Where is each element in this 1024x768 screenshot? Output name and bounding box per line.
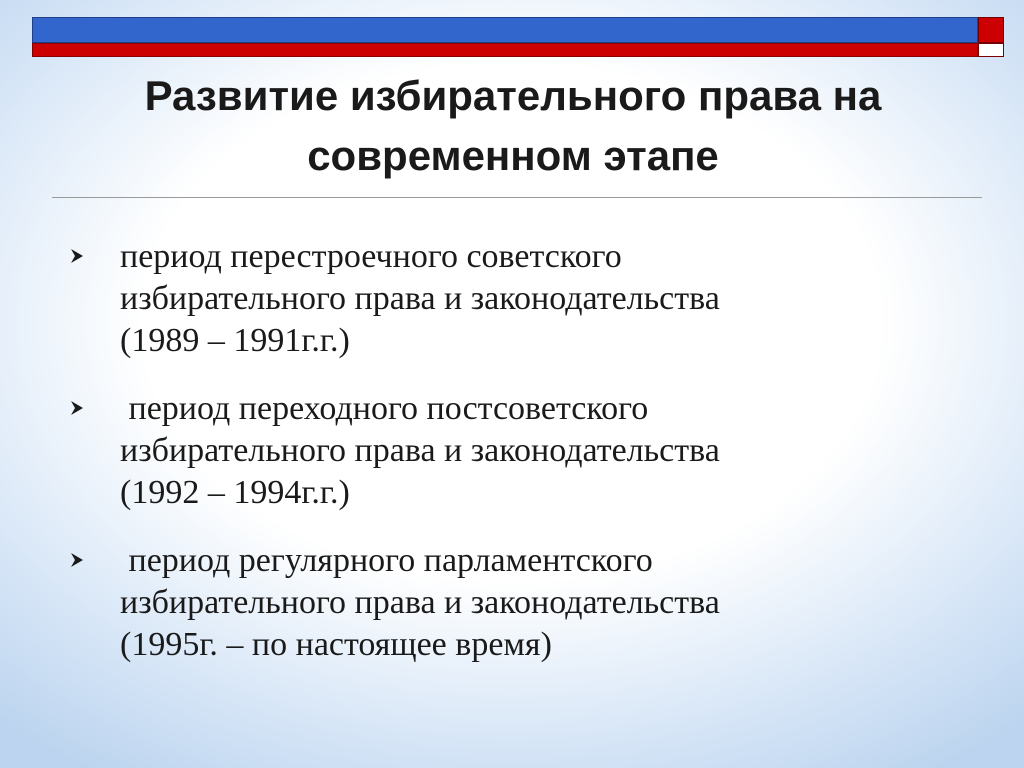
item-text-line: (1989 – 1991г.г.): [120, 322, 350, 359]
item-text-line: (1992 – 1994г.г.): [120, 474, 350, 511]
slide-title: [40, 66, 986, 186]
arrowhead-bullet-icon: [70, 400, 84, 416]
blue-stripe: [32, 17, 978, 43]
item-text-line: период перестроечного советского: [120, 238, 622, 275]
red-stripe: [32, 43, 978, 57]
arrowhead-bullet-icon: [70, 248, 84, 264]
corner-red-square: [978, 17, 1004, 43]
title-line: современном этапе: [307, 132, 719, 179]
bullet-list: [64, 236, 964, 692]
title-divider: [52, 197, 982, 198]
item-text-line: избирательного права и законодательства: [120, 280, 720, 317]
item-text-line: период переходного постсоветского: [120, 390, 649, 427]
corner-block: [978, 17, 1004, 57]
arrowhead-bullet-icon: [70, 552, 84, 568]
item-text-line: избирательного права и законодательства: [120, 584, 720, 621]
list-item: [64, 540, 964, 666]
top-color-bar: [32, 17, 978, 57]
title-line: Развитие избирательного права на: [144, 72, 882, 119]
corner-white-square: [978, 43, 1004, 57]
item-text-line: (1995г. – по настоящее время): [120, 626, 552, 663]
item-text-line: избирательного права и законодательства: [120, 432, 720, 469]
item-text-line: период регулярного парламентского: [120, 542, 653, 579]
list-item: [64, 236, 964, 362]
list-item: [64, 388, 964, 514]
